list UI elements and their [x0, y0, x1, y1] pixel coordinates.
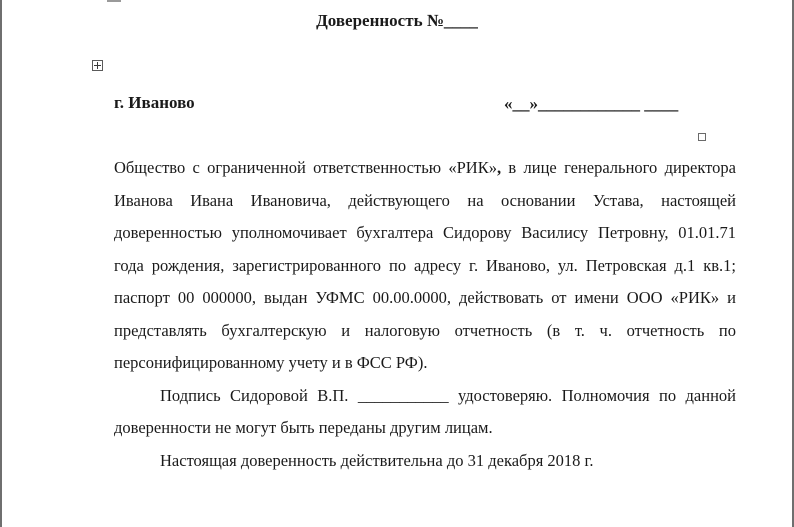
- city-label: г. Иваново: [114, 93, 195, 112]
- company-name: Общество с ограниченной ответственностью «РИК»: [114, 158, 497, 177]
- table-move-handle-icon[interactable]: [92, 60, 103, 71]
- company-comma: ,: [496, 158, 502, 177]
- document-body: [114, 152, 736, 477]
- document-title: Доверенность №____: [316, 11, 478, 30]
- ruler-mark: [107, 0, 121, 2]
- page-edge-left: [0, 0, 2, 527]
- authorization-text: в лице генерального директора Иванова Ивана Ивановича, действующего на основании Устава, настоящей доверенностью уполномочивает бухгалтера Сидорову Василису Петровну, 01.01.71 года рождения, зарегистрированного по адресу г. Иваново, ул. Петровская д.1 кв.1; паспорт 00 000000, выдан УФМС 00.00.0000, действовать от имени ООО «РИК» и представлять бухгалтерскую и налоговую отчетность (в т. ч. отчетность по персонифицированному учету и в ФСС РФ).: [114, 158, 736, 372]
- paragraph-authorization: [114, 152, 736, 380]
- date-placeholder: «__»____________ ____: [504, 94, 679, 113]
- table-resize-handle-icon[interactable]: [698, 133, 706, 141]
- paragraph-signature: Подпись Сидоровой В.П. ___________ удостоверяю. Полномочия по данной доверенности не могут быть переданы другим лицам.: [114, 385, 736, 437]
- paragraph-validity: Настоящая доверенность действительна до 31 декабря 2018 г.: [160, 450, 594, 470]
